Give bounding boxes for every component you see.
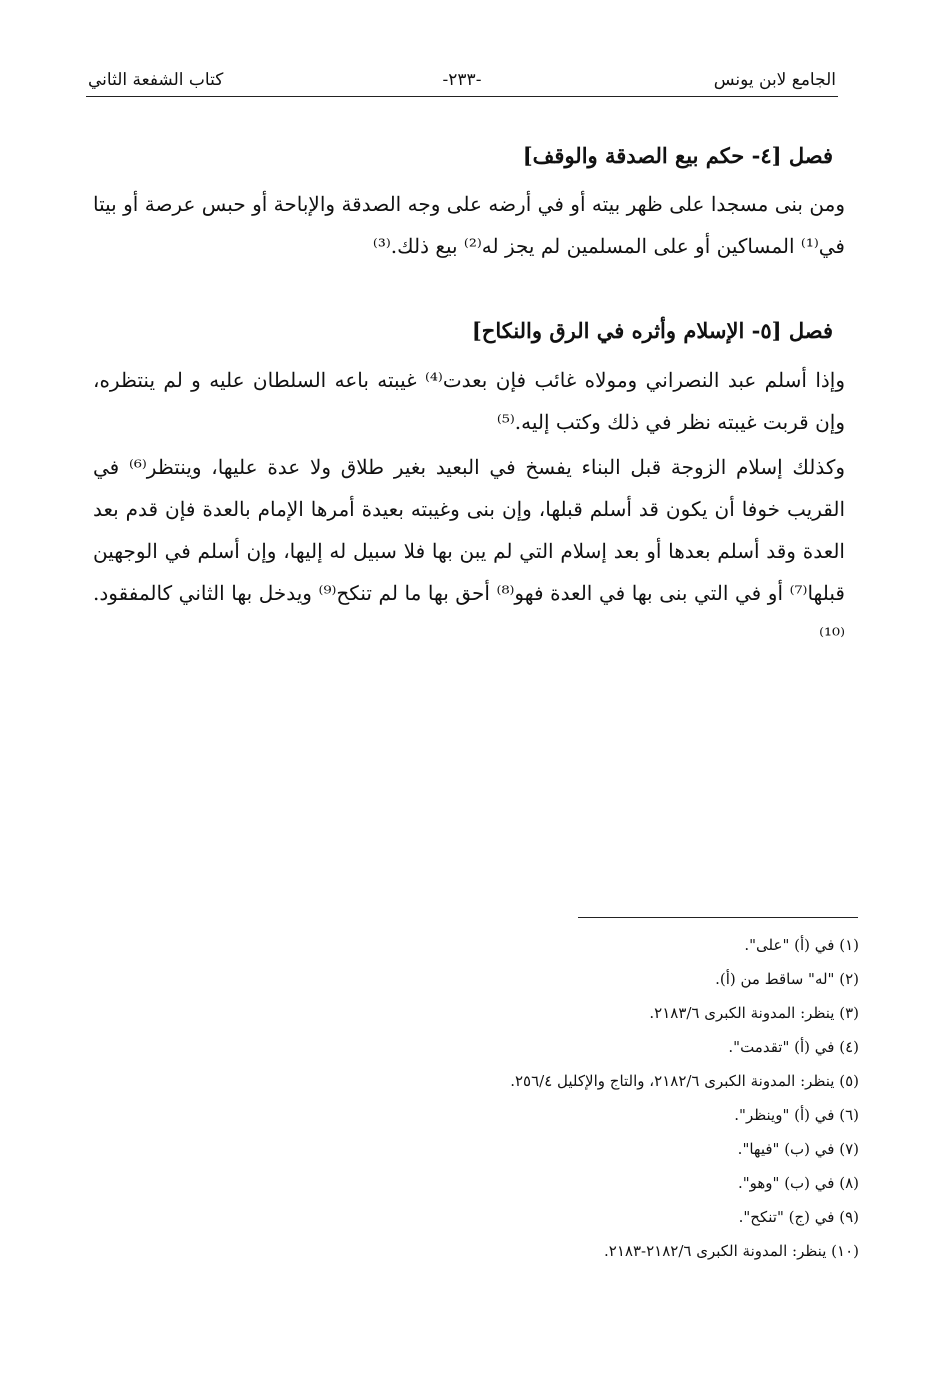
footnote-2: (٢) "له" ساقط من (أ). (715, 970, 859, 988)
section-title-4: فصل [٤- حكم بيع الصدقة والوقف] (522, 143, 833, 168)
chapter-title: كتاب الشفعة الثاني (88, 70, 224, 90)
footnotes-list (159, 928, 859, 1268)
footnote-separator (578, 917, 858, 918)
footnote-6: (٦) في (أ) "وينظر". (734, 1106, 859, 1124)
running-header (86, 62, 838, 97)
section-5-paragraph-1: وإذا أسلم عبد النصراني ومولاه غائب فإن بعدت⁽⁴⁾ غيبته باعه السلطان عليه و لم ينتظره، وإن قربت غيبته نظر في ذلك وكتب إليه.⁽⁵⁾ (93, 368, 845, 434)
footnote-7: (٧) في (ب) "فيها". (737, 1140, 859, 1158)
section-title-5: فصل [٥- الإسلام وأثره في الرق والنكاح] (471, 318, 833, 343)
book-title: الجامع لابن يونس (713, 70, 836, 90)
page-number: -٢٣٣- (442, 70, 482, 90)
footnote-1: (١) في (أ) "على". (744, 936, 859, 954)
footnote-4: (٤) في (أ) "تقدمت". (728, 1038, 859, 1056)
footnote-8: (٨) في (ب) "وهو". (737, 1174, 859, 1192)
footnote-3: (٣) ينظر: المدونة الكبرى ٢١٨٣/٦. (649, 1004, 859, 1022)
footnote-10: (١٠) ينظر: المدونة الكبرى ٢١٨٢/٦-٢١٨٣. (604, 1242, 859, 1260)
footnote-9: (٩) في (ج) "تنكح". (738, 1208, 859, 1226)
section-5-paragraph-2: وكذلك إسلام الزوجة قبل البناء يفسخ في البعيد بغير طلاق ولا عدة عليها، وينتظر⁽⁶⁾ في القريب خوفا أن يكون قد أسلم قبلها، وإن بنى وغيبته بعيدة أمرها الإمام بالعدة فإن قدم بعد العدة وقد أسلم بعدها أو بعد إسلام التي لم يبن بها فلا سبيل له إليها، وإن أسلم في الوجهين قبلها⁽⁷⁾ أو في التي بنى بها في العدة فهو⁽⁸⁾ أحق بها ما لم تنكح⁽⁹⁾ ويدخل بها الثاني كالمفقود.⁽¹⁰⁾ (93, 455, 845, 647)
section-4-paragraph: ومن بنى مسجدا على ظهر بيته أو في أرضه على وجه الصدقة والإباحة أو حبس عرصة أو بيتا في⁽¹⁾ المساكين أو على المسلمين لم يجز له⁽²⁾ بيع ذلك.⁽³⁾ (93, 192, 845, 258)
footnote-5: (٥) ينظر: المدونة الكبرى ٢١٨٢/٦، والتاج والإكليل ٢٥٦/٤. (510, 1072, 859, 1090)
